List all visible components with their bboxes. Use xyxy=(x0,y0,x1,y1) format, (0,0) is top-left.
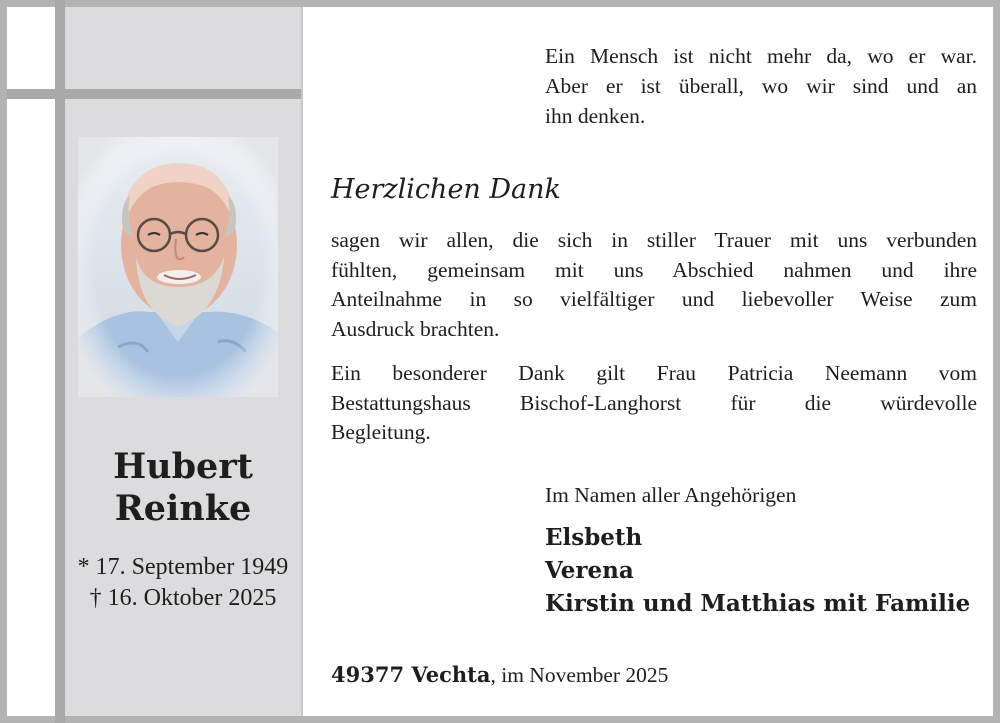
thanks-heading: Herzlichen Dank xyxy=(331,174,561,205)
life-dates xyxy=(60,552,306,614)
family-name: Verena xyxy=(545,557,634,584)
date-text: , im November 2025 xyxy=(490,663,669,687)
deceased-last-name: Reinke xyxy=(114,488,252,529)
family-signatures xyxy=(545,521,970,620)
cross-vertical-bar xyxy=(55,0,65,723)
paragraph-line: fühlten, gemeinsam mit uns Abschied nahmen und ihre xyxy=(331,257,977,282)
paragraph-line: Begleitung. xyxy=(331,420,431,444)
quote-line: Aber er ist überall, wo wir sind und an xyxy=(545,74,977,98)
deceased-first-name: Hubert xyxy=(113,446,253,487)
family-name: Kirstin und Matthias mit Familie xyxy=(545,590,971,617)
death-date: † 16. Oktober 2025 xyxy=(89,585,277,611)
paragraph-line: Bestattungshaus Bischof-Langhorst für die würdevolle xyxy=(331,390,977,415)
paragraph-line: Anteilnahme in so vielfältiger und liebevoller Weise zum xyxy=(331,287,977,311)
place-name: 49377 Vechta xyxy=(331,662,491,687)
memorial-quote xyxy=(545,41,977,131)
thanks-paragraph xyxy=(331,226,977,344)
quote-line: ihn denken. xyxy=(545,104,646,128)
paragraph-line: sagen wir allen, die sich in stiller Trauer mit uns verbunden xyxy=(331,228,977,252)
on-behalf-line: Im Namen aller Angehörigen xyxy=(545,483,797,507)
place-and-date xyxy=(331,660,668,690)
paragraph-line: Ausdruck brachten. xyxy=(331,316,500,341)
portrait-photo xyxy=(78,137,278,397)
special-thanks-paragraph xyxy=(331,359,977,448)
cross-horizontal-bar xyxy=(7,89,301,99)
birth-date: * 17. September 1949 xyxy=(77,554,289,580)
deceased-name xyxy=(65,446,301,530)
family-name: Elsbeth xyxy=(545,524,643,551)
paragraph-line: Ein besonderer Dank gilt Frau Patricia Neemann vom xyxy=(331,361,977,385)
quote-line: Ein Mensch ist nicht mehr da, wo er war. xyxy=(545,44,977,68)
